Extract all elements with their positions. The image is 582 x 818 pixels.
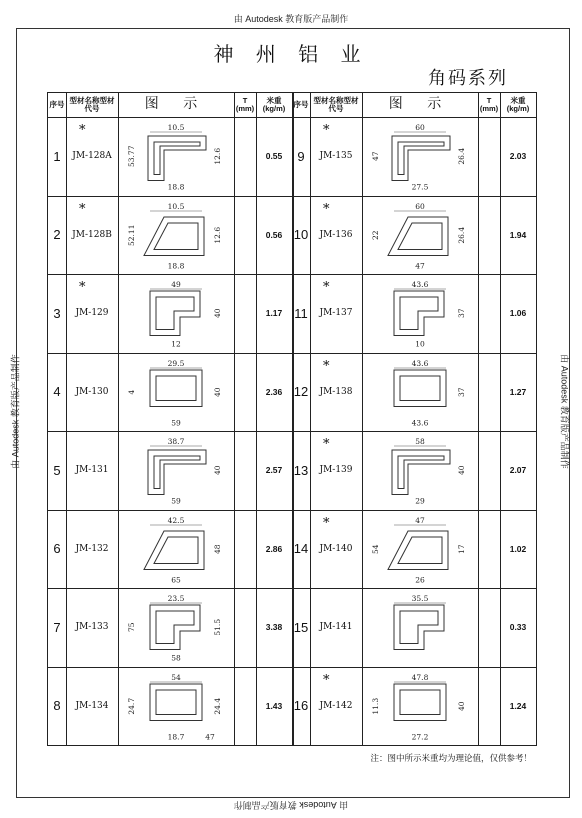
profile-outline bbox=[388, 217, 448, 256]
profile-code: JM-140 bbox=[319, 543, 353, 554]
profile-outline bbox=[394, 291, 444, 336]
profile-code: JM-136 bbox=[319, 229, 353, 240]
recommended-star-mark: * bbox=[323, 201, 330, 217]
row-number: 7 bbox=[53, 619, 61, 635]
header-weight: 米重 (kg/m) bbox=[262, 95, 286, 113]
watermark-bottom: 由 Autodesk 教育版产品制作 bbox=[233, 800, 349, 810]
profile-code: JM-141 bbox=[319, 622, 353, 633]
dimension-label: 26.4 bbox=[457, 147, 466, 165]
dimension-label: 26.4 bbox=[457, 226, 466, 244]
row-number: 5 bbox=[53, 462, 61, 478]
dimension-label: 29 bbox=[415, 496, 425, 506]
dimension-label: 40 bbox=[457, 465, 466, 476]
dimension-label: 26 bbox=[415, 575, 425, 584]
meter-weight: 0.33 bbox=[509, 622, 527, 633]
watermark-right: 由 Autodesk 教育版产品制作 bbox=[559, 354, 570, 469]
profile-drawing bbox=[120, 591, 232, 664]
meter-weight: 2.07 bbox=[509, 465, 527, 476]
profile-drawing bbox=[120, 277, 232, 350]
row-number: 13 bbox=[293, 462, 309, 478]
dimension-label: 37 bbox=[457, 386, 466, 397]
dimension-label: 47 bbox=[205, 732, 215, 741]
profile-drawing bbox=[364, 120, 476, 193]
dimension-label: 47 bbox=[371, 151, 380, 162]
dimension-label: 12 bbox=[171, 339, 181, 349]
watermark-top: 由 Autodesk 教育版产品制作 bbox=[233, 14, 349, 24]
profile-outline bbox=[150, 684, 202, 721]
dimension-label: 58 bbox=[415, 437, 425, 446]
dimension-label: 40 bbox=[457, 700, 466, 711]
profile-drawing bbox=[364, 277, 476, 350]
dimension-label: 35.5 bbox=[411, 594, 429, 603]
meter-weight: 1.43 bbox=[265, 700, 283, 711]
meter-weight: 0.55 bbox=[265, 151, 283, 162]
dimension-label: 47.8 bbox=[411, 672, 429, 682]
meter-weight: 2.36 bbox=[265, 386, 283, 397]
recommended-star-mark: * bbox=[323, 280, 330, 295]
header-no: 序号 bbox=[293, 99, 309, 109]
dimension-label: 29.5 bbox=[167, 358, 185, 368]
dimension-label: 24.4 bbox=[213, 697, 222, 715]
profile-code: JM-128A bbox=[72, 151, 112, 162]
dimension-label: 43.6 bbox=[411, 418, 429, 427]
profile-outline bbox=[394, 370, 446, 407]
meter-weight: 1.27 bbox=[509, 386, 527, 397]
row-number: 15 bbox=[293, 619, 309, 635]
company-title: 神 州 铝 业 bbox=[213, 42, 369, 66]
dimension-label: 58 bbox=[171, 653, 181, 663]
dimension-label: 38.7 bbox=[167, 437, 185, 446]
meter-weight: 2.03 bbox=[509, 151, 527, 162]
header-name: 型材名称型材代号 bbox=[69, 95, 115, 113]
header-thickness: T (mm) bbox=[479, 95, 499, 113]
profile-code: JM-128B bbox=[72, 229, 112, 240]
series-title: 角码系列 bbox=[428, 68, 508, 89]
header-thickness: T (mm) bbox=[235, 95, 255, 113]
meter-weight: 2.86 bbox=[265, 543, 283, 554]
dimension-label: 54 bbox=[171, 672, 181, 682]
meter-weight: 1.24 bbox=[509, 700, 527, 711]
profile-table bbox=[47, 92, 537, 746]
profile-outline bbox=[144, 531, 204, 570]
table-column-line bbox=[234, 93, 235, 745]
dimension-label: 12.6 bbox=[213, 226, 222, 244]
dimension-label: 18.8 bbox=[167, 182, 185, 192]
meter-weight: 1.17 bbox=[265, 308, 283, 319]
footnote: 注：图中所示米重均为理论值，仅供参考！ bbox=[370, 754, 532, 764]
meter-weight: 0.56 bbox=[265, 229, 283, 240]
dimension-label: 65 bbox=[171, 575, 181, 584]
profile-drawing bbox=[120, 199, 232, 272]
profile-code: JM-138 bbox=[319, 386, 353, 397]
recommended-star-mark: * bbox=[323, 123, 330, 138]
recommended-star-mark: * bbox=[323, 672, 330, 688]
dimension-label: 37 bbox=[457, 308, 466, 319]
meter-weight: 1.02 bbox=[509, 543, 527, 554]
dimension-label: 17 bbox=[457, 543, 466, 554]
dimension-label: 54 bbox=[371, 543, 380, 554]
table-column-line bbox=[362, 93, 363, 745]
dimension-label: 47 bbox=[415, 515, 425, 525]
header-no: 序号 bbox=[49, 99, 65, 109]
profile-outline bbox=[388, 531, 448, 570]
dimension-label: 48 bbox=[213, 543, 222, 554]
dimension-label: 27.2 bbox=[411, 732, 429, 741]
dimension-label: 12.6 bbox=[213, 147, 222, 165]
dimension-label: 59 bbox=[171, 418, 181, 427]
recommended-star-mark: * bbox=[79, 280, 86, 295]
profile-outline bbox=[394, 684, 446, 721]
profile-code: JM-132 bbox=[75, 543, 109, 554]
dimension-label: 40 bbox=[213, 465, 222, 476]
profile-drawing bbox=[364, 199, 476, 272]
profile-drawing bbox=[364, 670, 476, 743]
profile-drawing bbox=[120, 670, 232, 743]
dimension-label: 11.3 bbox=[371, 697, 380, 715]
dimension-label: 22 bbox=[371, 229, 380, 240]
dimension-label: 10.5 bbox=[167, 123, 185, 132]
row-number: 4 bbox=[53, 384, 61, 400]
dimension-label: 43.6 bbox=[411, 280, 429, 289]
meter-weight: 2.57 bbox=[265, 465, 283, 476]
dimension-label: 10 bbox=[415, 339, 425, 349]
row-number: 6 bbox=[53, 541, 61, 557]
profile-drawing bbox=[364, 513, 476, 586]
profile-outline bbox=[148, 136, 206, 181]
row-number: 1 bbox=[53, 148, 61, 164]
profile-drawing bbox=[120, 356, 232, 429]
row-number: 11 bbox=[294, 305, 308, 321]
dimension-label: 10.5 bbox=[167, 201, 185, 211]
profile-code: JM-131 bbox=[75, 465, 109, 476]
recommended-star-mark: * bbox=[323, 515, 330, 531]
dimension-label: 53.77 bbox=[127, 145, 136, 167]
row-number: 10 bbox=[293, 227, 309, 243]
profile-code: JM-135 bbox=[319, 151, 353, 162]
row-number: 2 bbox=[53, 227, 61, 243]
dimension-label: 23.5 bbox=[167, 594, 185, 603]
profile-drawing bbox=[120, 434, 232, 507]
profile-drawing bbox=[120, 120, 232, 193]
row-number: 3 bbox=[53, 305, 61, 321]
dimension-label: 60 bbox=[415, 123, 425, 132]
dimension-label: 59 bbox=[171, 496, 181, 506]
watermark-left: 由 Autodesk 教育版产品制作 bbox=[10, 354, 21, 469]
profile-drawing bbox=[120, 513, 232, 586]
dimension-label: 18.7 bbox=[167, 732, 185, 741]
dimension-label: 18.8 bbox=[167, 261, 185, 270]
profile-drawing bbox=[364, 356, 476, 429]
profile-code: JM-139 bbox=[319, 465, 353, 476]
profile-code: JM-133 bbox=[75, 622, 109, 633]
recommended-star-mark: * bbox=[323, 358, 330, 374]
recommended-star-mark: * bbox=[79, 123, 86, 138]
row-number: 8 bbox=[53, 698, 61, 714]
dimension-label: 52.11 bbox=[127, 224, 136, 246]
meter-weight: 3.38 bbox=[265, 622, 283, 633]
dimension-label: 51.5 bbox=[213, 618, 222, 636]
header-weight: 米重 (kg/m) bbox=[506, 95, 530, 113]
profile-code: JM-137 bbox=[319, 308, 353, 319]
dimension-label: 43.6 bbox=[411, 358, 429, 368]
recommended-star-mark: * bbox=[323, 437, 330, 452]
profile-code: JM-129 bbox=[75, 308, 109, 319]
header-figure: 图 示 bbox=[144, 96, 208, 113]
recommended-star-mark: * bbox=[79, 201, 86, 217]
table-row-line bbox=[48, 745, 536, 746]
profile-code: JM-130 bbox=[75, 386, 109, 397]
meter-weight: 1.06 bbox=[509, 308, 527, 319]
profile-outline bbox=[150, 370, 202, 407]
profile-drawing bbox=[364, 591, 476, 664]
profile-outline bbox=[392, 136, 450, 181]
profile-outline bbox=[150, 291, 200, 336]
profile-outline bbox=[144, 217, 204, 256]
dimension-label: 75 bbox=[127, 622, 136, 633]
meter-weight: 1.94 bbox=[509, 229, 527, 240]
row-number: 9 bbox=[297, 148, 305, 164]
table-column-line bbox=[118, 93, 119, 745]
dimension-label: 47 bbox=[415, 261, 425, 270]
dimension-label: 60 bbox=[415, 201, 425, 211]
dimension-label: 42.5 bbox=[167, 515, 185, 525]
profile-code: JM-142 bbox=[319, 700, 353, 711]
profile-outline bbox=[394, 605, 444, 650]
row-number: 16 bbox=[293, 698, 309, 714]
profile-outline bbox=[392, 450, 450, 495]
profile-outline bbox=[148, 450, 206, 495]
dimension-label: 24.7 bbox=[127, 697, 136, 715]
header-figure: 图 示 bbox=[388, 96, 452, 113]
dimension-label: 40 bbox=[213, 308, 222, 319]
profile-outline bbox=[150, 605, 200, 650]
dimension-label: 4 bbox=[127, 389, 136, 395]
header-name: 型材名称型材代号 bbox=[313, 95, 359, 113]
table-column-line bbox=[478, 93, 479, 745]
profile-drawing bbox=[364, 434, 476, 507]
dimension-label: 27.5 bbox=[411, 182, 429, 192]
profile-code: JM-134 bbox=[75, 700, 109, 711]
row-number: 14 bbox=[293, 541, 309, 557]
row-number: 12 bbox=[293, 384, 309, 400]
dimension-label: 49 bbox=[171, 280, 181, 289]
dimension-label: 40 bbox=[213, 386, 222, 397]
